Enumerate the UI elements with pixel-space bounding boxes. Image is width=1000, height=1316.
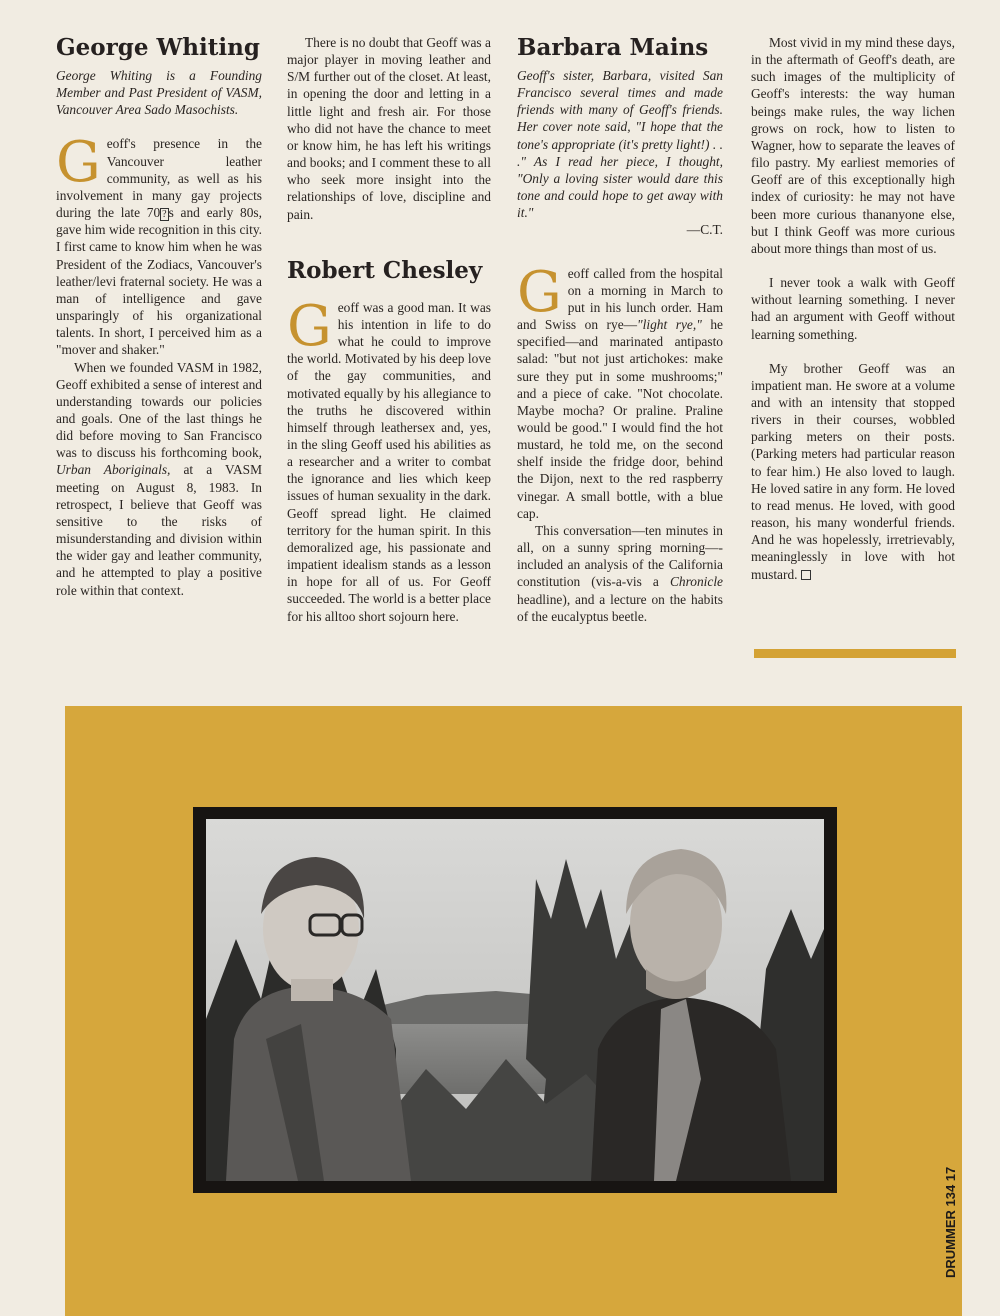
drop-cap: G <box>517 259 562 325</box>
robert-paragraph-1: Geoff was a good man. It was his intention in life to do what he could to improve the world. Motivated by his deep love of the gay communities, and motivated equally by his allegiance to the truths he discovered within himself through leathersex and, yes, in the sling Geoff used his abilities as a researcher and a writer to combat the ignorance and lies which keep issues of human sexuality in the dark. Geoff spread light. He claimed territory for the human spirit. In this demoralized age, his passionate and impatient idealism stands as a lesson in hope for all of us. For Geoff succeeded. The world is a better place for his alltoo short sojourn here. <box>287 293 491 624</box>
george-paragraph-3: There is no doubt that Geoff was a major player in moving leather and S/M further out of the closet. At least, in opening the door and letting in a little light and fresh air. For those who did not have the chance to meet or know him, he has left his writings and books; and I comment these to all who seek more insight into the relationships of love, discipline and pain. <box>287 35 491 222</box>
page-number: 17 <box>943 1166 958 1182</box>
drop-cap: G <box>287 293 332 359</box>
column-2 <box>287 34 491 625</box>
column-4 <box>751 34 955 583</box>
heading-george-whiting: George Whiting <box>56 34 260 61</box>
column-1 <box>56 34 262 599</box>
gold-rule <box>754 649 956 658</box>
george-paragraph-1: Geoff's presence in the Vancouver leather community, as well as his involvement in many gay projects during the late 70 ? s and early 80s, gave him wide recognition in this city. I first came to know him when he was President of the Zodiacs, Vancouver's leather/levi fraternal society. He was a man of intelligence and gave unsparingly of his organizational talents. In short, I perceived him as a "mover and shaker." <box>56 130 262 358</box>
barbara-intro: Geoff's sister, Barbara, visited San Francisco several times and made friends with many of Geoff's friends. Her cover note said, "I hope that the tone's appropriate (it's pretty light!) . . ." As I read her piece, I thought, "Only a loving sister would dare this tone and could hope to get away with it." <box>517 68 723 221</box>
intro-signature: —C.T. <box>686 222 723 238</box>
photo-two-people <box>206 819 824 1181</box>
barbara-paragraph-1: Geoff called from the hospital on a morning in March to put in his lunch order. Ham and Swiss on rye—"light rye," he specified—and marinated antipasto salad: "but not just artichokes: make sure they put in some mushrooms;" and a piece of cake. "Not chocolate. Maybe mocha? Or praline. Praline would be good." I would find the hot mustard, he told me, on the second shelf inside the fridge door, behind the Dijon, next to the red raspberry vinegar. A small bottle, with a blue cap. <box>517 259 723 521</box>
george-paragraph-2: When we founded VASM in 1982, Geoff exhibited a sense of interest and understanding towards our policies and goals. One of the last things he did before moving to San Francisco was to discuss his forthcoming book, Urban Aboriginals, at a VASM meeting on August 8, 1983. In retrospect, I believe that Geoff was sensitive to the risks of misunderstanding and division within the wider gay and leather community, and he attempted to play a positive role within that context. <box>56 359 262 598</box>
end-of-article-mark <box>801 570 811 580</box>
heading-robert-chesley: Robert Chesley <box>287 256 483 284</box>
book-title: Urban Aboriginals, <box>56 462 171 478</box>
page-folio <box>942 1166 960 1278</box>
magazine-name: DRUMMER 134 <box>943 1184 958 1278</box>
heading-barbara-mains: Barbara Mains <box>517 34 709 61</box>
column-3 <box>517 34 723 625</box>
barbara-paragraph-3: Most vivid in my mind these days, in the aftermath of Geoff's death, are such images of the multiplicity of Geoff's interests: the way human beings make rules, the way lichen grows on rock, how to listen to Wagner, how to separate the leaves of filo pastry. My earliest memories of Geoff are of this exceptionally high index of curiosity: he may not have been more curious thananyone else, but I think Geoff was more curious about more things than most of us. <box>751 35 955 256</box>
barbara-paragraph-2: This conversation—ten minutes in all, on a sunny spring morning—-included an analysis of the California constitution (vis-a-vis a Chronicle headline), and a lecture on the habits of the eucalyptus beetle. <box>517 522 723 624</box>
barbara-paragraph-5: My brother Geoff was an impatient man. He swore at a volume and with an intensity that stopped rivers in their courses, wobbled parking meters on their posts. (Parking meters had particular reason to fear him.) He also loved to laugh. He loved satire in any form. He loved to read menus. He loved, with good reason, his many wonderful friends. And he was hopelessly, irretrievably, meaninglessly in love with hot mustard. <box>751 360 955 582</box>
barbara-paragraph-4: I never took a walk with Geoff without learning something. I never had an argument with Geoff without learning something. <box>751 275 955 342</box>
george-intro: George Whiting is a Founding Member and Past President of VASM, Vancouver Area Sado Masochists. <box>56 68 262 118</box>
unreadable-glyph: ? <box>162 209 167 221</box>
photo-frame <box>193 807 837 1193</box>
newspaper-title: Chronicle <box>669 574 723 590</box>
drop-cap: G <box>56 130 101 196</box>
